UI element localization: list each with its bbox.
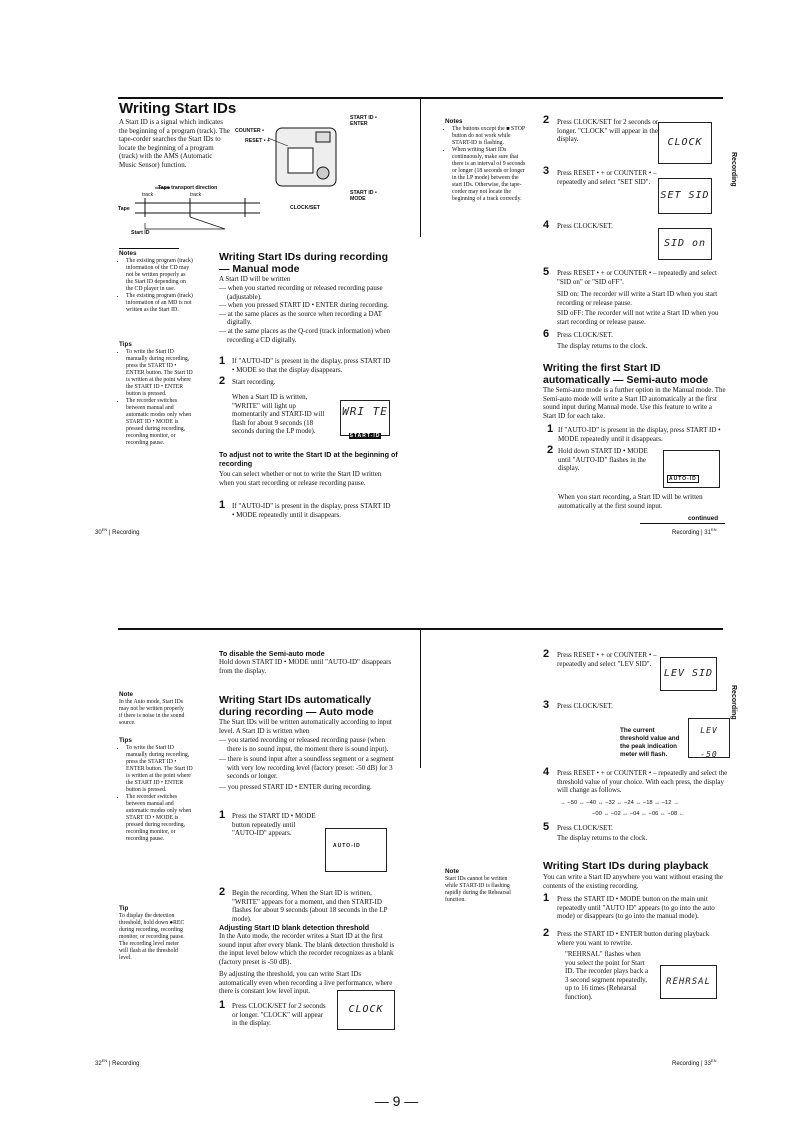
- page-num: 33: [704, 1061, 711, 1067]
- p32-tip: To display the detection threshold, hold down ●REC during recording, recording monitor, or recording pause. The recording level meter will flash at the threshold level.: [119, 913, 185, 961]
- p32-step-1: Press the START ID • MODE button repeatedly until "AUTO-ID" appears.: [232, 812, 316, 838]
- footer-page-32: $32^{EN}$ | Recording: [95, 1058, 140, 1067]
- tip-item: • The recorder switches between manual and automatic modes only when START ID • MODE is pressed during recording, recording monitor, or recording pause.: [126, 794, 194, 843]
- semi-step-1: If "AUTO-ID" is present in the display, press START ID • MODE repeatedly until it disappears.: [558, 426, 721, 443]
- threshold-step-1: Press CLOCK/SET for 2 seconds or longer. "CLOCK" will appear in the display.: [232, 1002, 326, 1028]
- p32-tip-title: Tip: [119, 905, 129, 912]
- tip-item: • The recorder switches between manual and automatic modes only when START ID • MODE is pressed during recording, recording monitor, or recording pause.: [126, 398, 194, 447]
- tips-list: [119, 349, 194, 447]
- step-2-detail: When a Start ID is written, "WRITE" will light up momentarily and START-ID will flash for about 9 seconds (18 seconds during the LP mode).: [232, 393, 325, 436]
- disable-text: Hold down START ID • MODE until "AUTO-ID" disappears from the display.: [219, 658, 392, 675]
- p32-note-title: Note: [119, 691, 133, 698]
- footer-page-30: $30^{EN}$ | Recording: [95, 527, 140, 536]
- setsid-lcd-display: SET SID: [658, 178, 712, 214]
- p33-step-5-detail: The display returns to the clock.: [557, 834, 648, 842]
- rehrsal-lcd-display: REHRSAL: [660, 965, 717, 999]
- auto-list: [219, 736, 397, 792]
- p33-note-title: Note: [445, 868, 459, 875]
- track-label-1: track: [142, 192, 154, 198]
- threshold-meter-lcd: LEV -50: [688, 718, 730, 758]
- p32-autoid-lcd: [325, 828, 387, 872]
- write-lcd-display: [340, 400, 390, 439]
- note-item: • The existing program (track) information of an MD is not written as the Start ID.: [126, 293, 194, 314]
- auto-intro: The Start IDs will be written automatically according to input level. A Start ID is written when: [219, 718, 392, 735]
- clock-lcd-display: CLOCK: [658, 122, 712, 164]
- step-2: Start recording.: [232, 378, 276, 386]
- p32-clock-lcd: CLOCK: [337, 990, 395, 1030]
- adjust-title: To adjust not to write the Start ID at the beginning of recording: [219, 450, 398, 468]
- footer-label: Recording: [112, 1061, 140, 1067]
- adjust-text: You can select whether or not to write the Start ID written when you start recording or release recording pause.: [219, 470, 382, 487]
- note-item: • When writing Start IDs continuously, make sure that there is an interval of 9 seconds or longer (18 seconds or longer in the LP mode) between the start IDs. Otherwise, the tape-corder may not locate the beginning of a track correctly.: [452, 147, 527, 203]
- p32-tips-list: [119, 745, 194, 843]
- threshold-sequence-2: −00 ↔ −02 ↔ −04 ↔ −06 ↔ −08 ←: [592, 811, 685, 817]
- p32-tips-title: Tips: [119, 737, 132, 744]
- meter-flash-label: The current threshold value and the peak indication meter will flash.: [620, 727, 680, 758]
- footer-label: Recording: [112, 530, 140, 536]
- counter-label: COUNTER •: [235, 128, 264, 134]
- footer-page-31: Recording | $31^{EN}$: [672, 527, 717, 536]
- list-item: — at the same places as the Q-cord (track information) when recording a CD digitally.: [219, 326, 391, 344]
- lcd-text: WRI TE: [342, 405, 388, 418]
- startid-label: Start ID: [131, 230, 150, 236]
- auto-mode-title: Writing Start IDs automatically during recording — Auto mode: [219, 694, 374, 718]
- playback-text: You can write a Start ID anywhere you want without erasing the contents of the existing recording.: [543, 873, 723, 890]
- semi-end-text: When you start recording, a Start ID will be written automatically at the first sound input.: [558, 493, 703, 510]
- p33-note: Start IDs cannot be written while START-ID is flashing rapidly during the Rehearsal function.: [445, 876, 511, 903]
- p32-note: In the Auto mode, Start IDs may not be written properly if there is noise in the sound source.: [119, 699, 185, 726]
- tips-title: Tips: [119, 341, 132, 348]
- p32-step-2: Begin the recording. When the Start ID is written, "WRITE" appears for a moment, and then START-ID flashes for about 9 seconds (about 18 seconds in the LP mode).: [232, 889, 388, 923]
- recording-tab: Recording: [730, 152, 737, 187]
- sheet-page-number: — 9 —: [374, 1093, 419, 1109]
- list-item: — there is sound input after a soundless segment or a segment with very low recording level (factory preset: -50 dB) for 3 seconds or longer.: [219, 755, 394, 781]
- page-num: 31: [704, 530, 711, 536]
- sid-on-text: SID on: The recorder will write a Start ID when you start recording or release pause.: [557, 290, 718, 307]
- startid-mode-label: START ID • MODE: [350, 190, 377, 202]
- page-num: 30: [95, 530, 102, 536]
- p33-step-4: Press RESET • + or COUNTER • – repeatedly and select the threshold value of your choice. With each press, the display will change as follows.: [557, 769, 728, 795]
- footer-label: Recording: [672, 1061, 700, 1067]
- disable-title: To disable the Semi-auto mode: [219, 649, 325, 658]
- page-title: Writing Start IDs: [119, 100, 237, 117]
- pb-step-2: Press the START ID • ENTER button during playback where you want to rewrite.: [557, 930, 710, 947]
- recording-tab-2: Recording: [730, 685, 737, 720]
- levsid-lcd-display: LEV SID: [660, 657, 717, 691]
- pb-step-1: Press the START ID • MODE button on the main unit repeatedly until "AUTO ID" appears (to go into the auto mode) or disappears (to go into the manual mode).: [557, 895, 715, 921]
- p33-step-5: Press CLOCK/SET.: [557, 824, 613, 832]
- footer-page-33: Recording | $33^{EN}$: [672, 1058, 717, 1067]
- threshold-text-1: In the Auto mode, the recorder writes a Start ID at the first sound input after every blank. The blank detection threshold is the input level below which the recorder recognizes as a blank (factory preset is -50 dB).: [219, 932, 395, 966]
- intro-text: A Start ID is a signal which indicates the beginning of a program (track). The tape-corder searches the Start IDs to locate the beginning of a program (track) with the AMS (Automatic Music Sensor) function.: [119, 118, 230, 169]
- tip-item: • To write the Start ID manually during recording, press the START ID • ENTER button. The Start ID is written at the point where the START ID • ENTER button is pressed.: [126, 349, 194, 398]
- playback-title: Writing Start IDs during playback: [543, 860, 709, 872]
- pb-step-2-detail: "REHRSAL" flashes when you select the point for Start ID. The recorder plays back a 3 second segment repeatedly, up to 16 times (Rehearsal function).: [565, 950, 649, 1001]
- recorder-illustration: [268, 118, 348, 198]
- tip-item: • To write the Start ID manually during recording, press the START ID • ENTER button. The Start ID is written at the point where the START ID • ENTER button is pressed.: [126, 745, 194, 794]
- autoid-badge: AUTO-ID: [669, 476, 697, 482]
- notes-title: Notes: [119, 250, 137, 257]
- list-item: — you pressed START ID • ENTER during recording.: [219, 782, 372, 791]
- semi-auto-title: Writing the first Start ID automatically — Semi-auto mode: [543, 362, 709, 386]
- autoid-badge: AUTO-ID: [333, 843, 361, 849]
- p31-step-5: Press RESET • + or COUNTER • – repeatedly and select "SID on" or "SID oFF".: [557, 269, 717, 286]
- p31-step-2: Press CLOCK/SET for 2 seconds or longer. "CLOCK" will appear in the display.: [557, 118, 659, 144]
- startid-enter-label: START ID • ENTER: [350, 115, 377, 127]
- notes-list: [119, 258, 194, 314]
- threshold-text-2: By adjusting the threshold, you can write Start IDs automatically even when recording a live performance, where there is constant low level input.: [219, 970, 393, 996]
- p31-step-6: Press CLOCK/SET.: [557, 331, 613, 339]
- reset-label: RESET • +: [245, 138, 271, 144]
- adjust-step-1: If "AUTO-ID" is present in the display, press START ID • MODE repeatedly until it disappears.: [232, 502, 391, 519]
- p31-step-3: Press RESET • + or COUNTER • – repeatedly and select "SET SID".: [557, 169, 657, 186]
- threshold-title: Adjusting Start ID blank detection threshold: [219, 923, 370, 932]
- p31-notes-list: [445, 126, 527, 203]
- manual-list: [219, 284, 394, 344]
- semi-auto-text: The Semi-auto mode is a further option in the Manual mode. The Semi-auto mode will write a Start ID automatically at the first sound input during Manual mode. Use this feature to write a Start ID for each take.: [543, 386, 726, 420]
- transport-direction-label: Tape transport direction: [158, 185, 218, 191]
- note-item: • The buttons except the ■ STOP button do not work while START-ID is flashing.: [452, 126, 527, 147]
- list-item: — when you pressed START ID • ENTER during recording.: [219, 301, 389, 310]
- semi-step-2: Hold down START ID • MODE until "AUTO-ID" flashes in the display.: [558, 447, 648, 473]
- note-item: • The existing program (track) information of the CD may not be written properly as the Start ID depending on the CD player in use.: [126, 258, 194, 293]
- autoid-lcd-display: [663, 450, 720, 488]
- page-num: 32: [95, 1061, 102, 1067]
- clockset-label: CLOCK/SET: [290, 205, 320, 211]
- manual-intro: A Start ID will be written: [219, 275, 291, 283]
- p33-step-2: Press RESET • + or COUNTER • – repeatedly and select "LEV SID".: [557, 651, 657, 668]
- footer-label: Recording: [672, 530, 700, 536]
- startid-badge: START-ID: [349, 433, 381, 439]
- step-1: If "AUTO-ID" is present in the display, press START ID • MODE so that the display disappears.: [232, 357, 391, 374]
- p31-notes-title: Notes: [445, 118, 463, 125]
- p31-step-4: Press CLOCK/SET.: [557, 222, 613, 230]
- sidon-lcd-display: SID on: [658, 228, 712, 260]
- p31-step-6-detail: The display returns to the clock.: [557, 342, 648, 350]
- manual-mode-title: Writing Start IDs during recording — Manual mode: [219, 251, 388, 275]
- list-item: — when you started recording or released recording pause (adjustable).: [219, 284, 383, 301]
- tape-label: Tape: [118, 206, 130, 212]
- p33-step-3: Press CLOCK/SET.: [557, 702, 613, 710]
- track-label-2: track: [190, 192, 202, 198]
- threshold-sequence-1: → −50 ↔ −40 ↔ −32 ↔ −24 ↔ −18 ↔ −12 →: [560, 800, 679, 806]
- continued-label: continued: [688, 515, 719, 522]
- sid-off-text: SID oFF: The recorder will not write a Start ID when you start recording or release pause.: [557, 309, 719, 326]
- list-item: — you started recording or released recording pause (when there is no sound input, the moment there is sound input).: [219, 736, 389, 753]
- list-item: — at the same places as the source when recording a DAT digitally.: [219, 309, 382, 327]
